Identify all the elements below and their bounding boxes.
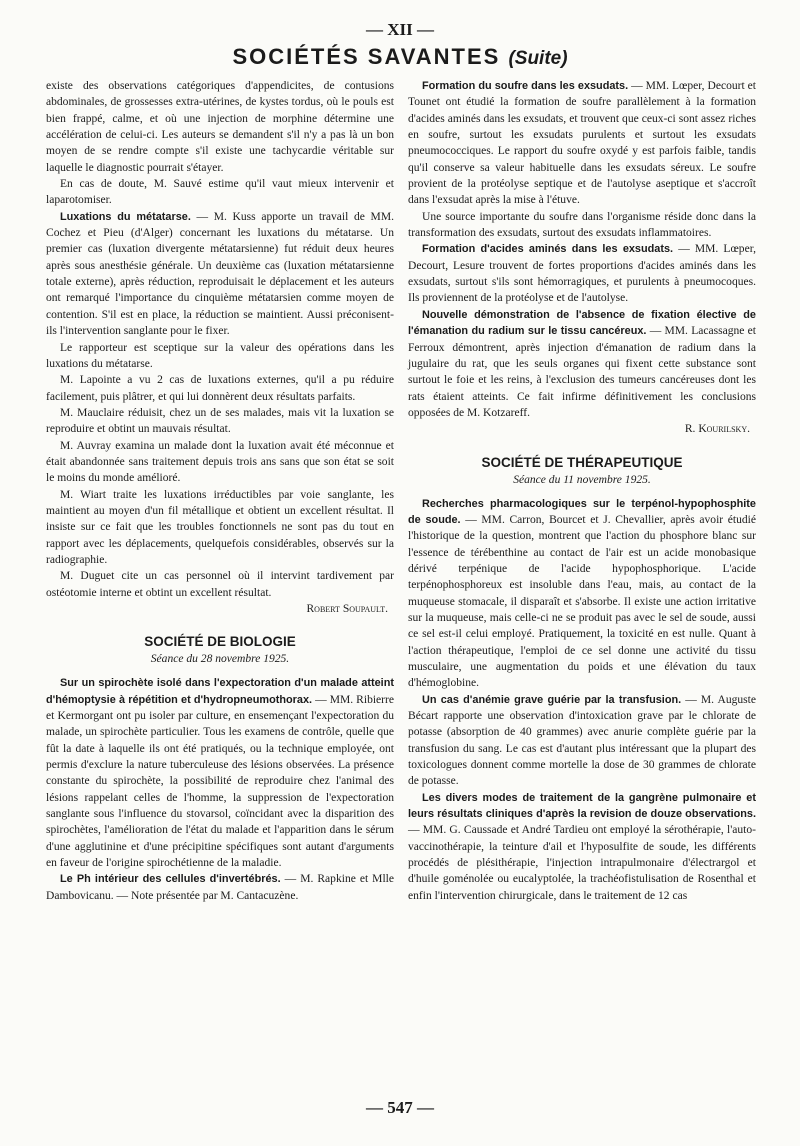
- page-number: — 547 —: [366, 1098, 434, 1117]
- author-signature: R. Kourilsky.: [684, 423, 750, 436]
- paragraph: [46, 675, 394, 871]
- paragraph: [46, 209, 394, 340]
- paragraph: [46, 871, 394, 904]
- paragraph: [408, 78, 756, 209]
- page-roman-numeral: — XII —: [365, 20, 434, 39]
- paragraph: M. Duguet cite un cas personnel où il intervint tardivement par ostéotomie interne et obtint un excellent résultat.: [46, 570, 394, 599]
- paragraph-body: — MM. Lœper, Decourt et Tounet ont étudié la formation de soufre parallèlement à la formation d'acides aminés dans les exsudats, et trouvent que ceux-ci sont assez riches en soufre, surtout les exsudats purulents et surtout les exsudats pneumococciques. Le rapport du soufre oxydé y est parfois faible, tandis qu'il conserve sa valeur habituelle dans les exsudats séreux. Le soufre provient de la protéolyse septique et de l'autolyse aseptique et s'accroît dans l'exsudat après la mise à l'étuve.: [408, 80, 756, 207]
- author-signature: Robert Soupault.: [306, 603, 388, 615]
- paragraph: [408, 692, 756, 790]
- paragraph-body: — MM. Carron, Bourcet et J. Chevallier, après avoir étudié l'historique de la question, montrent que l'action du phosphore blanc sur l'essence de térébenthine au contact de l'air est un acide monobasique dérivé terpénique de l'acide hypophosphorique. L'acide terpénophosphoreux est insoluble dans l'eau, mais, au contact de la muqueuse stomacale, il disparaît et s'absorbe. Il existe une action irritative sur la muqueuse, mais celle-ci ne se produit pas avec le sel de soude, aussi ce sel est-il celui employé. Pratiquement, la toxicité en est nulle. Quant à l'action thérapeutique, l'emploi de ce sel donne une activité du tissu musculaire, une augmentation du poids et une élévation du taux d'hémoglobine.: [408, 513, 756, 690]
- run-in-title: Formation du soufre dans les exsudats.: [422, 80, 629, 92]
- session-date: Séance du 11 novembre 1925.: [513, 473, 651, 486]
- run-in-title: Luxations du métatarse.: [60, 210, 191, 223]
- paragraph-body: — MM. Lœper, Decourt, Lesure trouvent de fortes proportions d'acides aminés dans les exsudats, surtout s'ils sont hémorragiques, et purulents à pneumocoques. Ils proviennent de la protéolyse et de l'autolyse.: [408, 243, 756, 305]
- paragraph-body: — MM. Ribierre et Kermorgant ont pu isoler par culture, en ensemençant l'expectoration du malade, un spirochète particulier. Tous les examens de contrôle, quelle que fût la date à laquelle ils ont été pratiqués, ou la technique employée, ont permis d'exclure la nature tuberculeuse des lésions observées. La présence constante du spirochète, la possibilité de reproduire chez l'animal des lésions rappelant celles de l'homme, la suppression de l'expectoration sanglante sous l'influence du stovarsol, coïncidant avec la disparition des spirochètes, l'amélioration de l'état du malade et l'apparition dans le sérum d'une agglutinine et d'une précipitine spécifiques sont autant d'arguments en faveur de l'origine spirochétienne de la maladie.: [46, 693, 395, 870]
- paragraph: [408, 496, 756, 692]
- run-in-title: Les divers modes de traitement de la gangrène pulmonaire et leurs résultats cliniques d'après la revision de douze observations.: [408, 791, 756, 821]
- run-in-title: Formation d'acides aminés dans les exsudats.: [422, 243, 674, 256]
- run-in-title: Nouvelle démonstration de l'absence de fixation élective de l'émanation du radium sur le tissu cancéreux.: [408, 308, 756, 338]
- section-title: SOCIÉTÉ DE BIOLOGIE: [144, 634, 296, 650]
- paragraph: [408, 241, 756, 306]
- paragraph: [408, 790, 756, 904]
- paragraph: En cas de doute, M. Sauvé estime qu'il vaut mieux intervenir et laparotomiser.: [46, 178, 394, 207]
- session-date: Séance du 28 novembre 1925.: [150, 653, 290, 666]
- paragraph: [408, 307, 756, 421]
- paragraph: M. Wiart traite les luxations irréductibles par voie sanglante, les maintient au moyen d'un fil métallique et obtient un excellent résultat. Il insiste sur ce fait que les troubles fonctionnels ne sont pas du tout en rapport avec les déplacements, quelquefois considérables, observés sur la radiographie.: [46, 488, 394, 566]
- header-title: SOCIÉTÉS SAVANTES: [232, 44, 501, 69]
- header-suite: (Suite): [508, 48, 568, 69]
- paragraph: M. Lapointe a vu 2 cas de luxations externes, qu'il a pu réduire facilement, puis plâtrer, et qui lui donnèrent deux résultats parfaits.: [46, 374, 394, 403]
- paragraph: M. Auvray examina un malade dont la luxation avait été méconnue et était abandonnée sans traitement depuis trois ans sans que son état se soit le moins du monde amélioré.: [46, 439, 394, 485]
- paragraph: existe des observations catégoriques d'appendicites, de contusions abdominales, de grossesses extra-utérines, de kystes tordus, où le pouls est bien frappé, calme, et où une injection de morphine détermine une accélération de celui-ci. Les auteurs se demandent s'il n'y a pas là un bon moyen de se rendre compte s'il existe une tachycardie véritable sur laquelle le diagnostic pourrait s'étayer.: [46, 80, 394, 174]
- run-in-title: Recherches pharmacologiques sur le terpénol-hypophosphite de soude.: [408, 497, 756, 526]
- paragraph-body: — M. Auguste Bécart rapporte une observation d'intoxication grave par le chlorate de potasse (absorption de 40 grammes) avec anurie complète guérie par la transfusion du sang. Le cas est d'autant plus intéressant que la plupart des toxicologues donnent comme mortelle la dose de 30 grammes de chlorate de potasse.: [408, 693, 756, 788]
- paragraph-body: — MM. G. Caussade et André Tardieu ont employé la sérothérapie, l'auto-vaccinothérapie, la teinture d'ail et l'hyposulfite de soude, les différents procédés de plésithérapie, l'injection intrapulmonaire d'électrargol et d'huile goménolée ou eucalyptolée, la trachéofistulisation de Rosenthal et enfin l'intervention chirurgicale, dans le traitement de 12 cas: [408, 824, 756, 902]
- paragraph-body: — M. Kuss apporte un travail de MM. Cochez et Pieu (d'Alger) concernant les luxations du métatarse. Un premier cas (luxation divergente métatarsienne) fut réduit deux heures après sous anesthésie générale. Un deuxième cas (luxation métatarsienne totale externe), après réduction, reproduisait le déplacement et les auteurs ont remarqué l'importance du cinquième métatarsien comme moyen de contention. S'il est en place, la réduction se maintient. Aussi préconisent-ils l'intervention sanglante pour le fixer.: [46, 210, 394, 338]
- paragraph-body: — M. Rapkine et Mlle Dambovicanu. — Note présentée par M. Cantacuzène.: [46, 873, 394, 902]
- run-in-title: Un cas d'anémie grave guérie par la transfusion.: [422, 693, 682, 706]
- run-in-title: Sur un spirochète isolé dans l'expectoration d'un malade atteint d'hémoptysie à répétition et d'hydropneumothorax.: [46, 677, 394, 706]
- running-header: [0, 44, 800, 70]
- paragraph: Le rapporteur est sceptique sur la valeur des opérations dans les luxations du métatarse.: [46, 341, 394, 370]
- right-column: [408, 78, 756, 904]
- run-in-title: Le Ph intérieur des cellules d'invertébrés.: [60, 873, 281, 886]
- paragraph: M. Mauclaire réduisit, chez un de ses malades, mais vit la luxation se reproduire et obtint un mauvais résultat.: [46, 406, 394, 436]
- left-column: [46, 78, 394, 904]
- paragraph-body: — MM. Lacassagne et Ferroux démontrent, après injection d'émanation de radium dans la jugulaire du rat, que les seuls organes qui fixent cette substance sont surtout le foie et les reins, à l'exclusion des tumeurs cancéreuses dont les rats étaient atteints. Ce fait infirme définitivement les conclusions opposées de M. Kotzareff.: [408, 325, 757, 419]
- paragraph: Une source importante du soufre dans l'organisme réside donc dans la transformation des exsudats, surtout des exsudats inflammatoires.: [408, 210, 756, 240]
- section-title: SOCIÉTÉ DE THÉRAPEUTIQUE: [481, 454, 683, 470]
